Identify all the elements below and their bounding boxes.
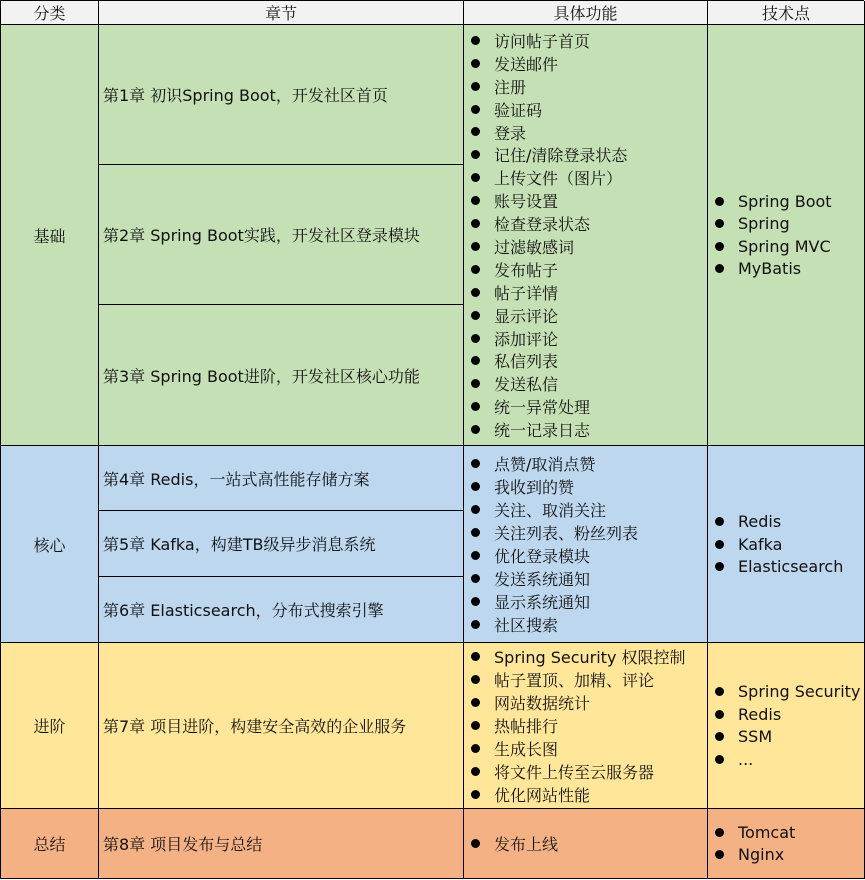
bullet-icon: [715, 850, 724, 859]
bullet-icon: [471, 105, 480, 114]
feature-item-label: 网站数据统计: [494, 694, 591, 714]
bullet-icon: [471, 311, 480, 320]
feature-item-label: 私信列表: [494, 352, 559, 372]
tech-advanced: [708, 643, 865, 809]
tech-item: [715, 190, 864, 213]
bullet-icon: [471, 379, 480, 388]
feature-item-label: 统一异常处理: [494, 398, 591, 418]
bullet-icon: [471, 574, 480, 583]
feature-item: [471, 645, 707, 668]
tech-item: [715, 510, 864, 533]
bullet-icon: [715, 517, 724, 526]
chapter-3: 第3章 Spring Boot进阶，开发社区核心功能: [99, 305, 464, 446]
feature-item-label: 发布帖子: [494, 260, 559, 280]
bullet-icon: [715, 732, 724, 741]
tech-item-label: Kafka: [738, 534, 783, 554]
bullet-icon: [471, 196, 480, 205]
bullet-icon: [471, 356, 480, 365]
header-chapter: 章节: [99, 1, 464, 25]
category-advanced: 进阶: [1, 643, 99, 809]
chapter-6: 第6章 Elasticsearch，分布式搜索引擎: [99, 577, 464, 643]
feature-item: [471, 235, 707, 258]
bullet-icon: [471, 482, 480, 491]
bullet-icon: [471, 402, 480, 411]
feature-item: [471, 544, 707, 567]
tech-item-label: Redis: [738, 704, 782, 724]
chapter-1: 第1章 初识Spring Boot，开发社区首页: [99, 25, 464, 165]
feature-item: [471, 521, 707, 544]
feature-item: [471, 475, 707, 498]
bullet-icon: [471, 219, 480, 228]
feature-item-label: 添加评论: [494, 329, 559, 349]
chapter-5: 第5章 Kafka，构建TB级异步消息系统: [99, 511, 464, 577]
feature-item: [471, 567, 707, 590]
tech-item-label: Spring: [738, 214, 790, 234]
bullet-icon: [471, 597, 480, 606]
feature-item-label: 优化登录模块: [494, 546, 591, 566]
feature-item-label: 上传文件（图片）: [494, 169, 623, 189]
feature-item-label: 登录: [494, 123, 527, 143]
feature-item: [471, 349, 707, 372]
feature-item: [471, 212, 707, 235]
feature-item: [471, 166, 707, 189]
feature-item-label: 将文件上传至云服务器: [494, 762, 655, 782]
tech-item: [715, 258, 864, 281]
bullet-icon: [471, 551, 480, 560]
bullet-icon: [715, 562, 724, 571]
bullet-icon: [471, 721, 480, 730]
bullet-icon: [471, 528, 480, 537]
feature-item: [471, 613, 707, 636]
feature-item-label: 访问帖子首页: [494, 31, 591, 51]
feature-item-label: 统一记录日志: [494, 421, 591, 441]
feature-item-label: 热帖排行: [494, 717, 559, 736]
tech-item: [715, 844, 864, 867]
bullet-icon: [715, 755, 724, 764]
bullet-icon: [715, 710, 724, 719]
feature-item: [471, 590, 707, 613]
tech-item-label: Spring MVC: [738, 236, 831, 256]
tech-item-label: Redis: [738, 511, 782, 531]
chapter-4: 第4章 Redis，一站式高性能存储方案: [99, 446, 464, 511]
chapter-2: 第2章 Spring Boot实践，开发社区登录模块: [99, 165, 464, 305]
tech-item: [715, 555, 864, 578]
feature-item-label: 关注、取消关注: [494, 501, 607, 521]
tech-item-label: Nginx: [738, 845, 785, 865]
bullet-icon: [715, 219, 724, 228]
feature-item-label: 社区搜索: [494, 615, 559, 635]
tech-item-label: Elasticsearch: [738, 557, 844, 577]
feature-item-label: 显示评论: [494, 306, 559, 326]
feature-item-label: 验证码: [494, 100, 543, 120]
feature-item-label: Spring Security 权限控制: [494, 648, 686, 668]
feature-item-label: 过滤敏感词: [494, 237, 575, 257]
feature-item: [471, 98, 707, 121]
feature-item: [471, 832, 707, 855]
feature-item: [471, 691, 707, 714]
feature-item: [471, 29, 707, 52]
tech-item-label: Spring Boot: [738, 191, 832, 211]
header-tech: 技术点: [708, 1, 865, 25]
feature-item-label: 优化网站性能: [494, 785, 591, 805]
bullet-icon: [471, 59, 480, 68]
category-core: 核心: [1, 446, 99, 643]
bullet-icon: [471, 459, 480, 468]
tech-item: [715, 703, 864, 726]
feature-item-label: 我收到的赞: [494, 478, 575, 498]
feature-item-label: 发布上线: [494, 835, 559, 854]
tech-item: [715, 212, 864, 235]
bullet-icon: [715, 242, 724, 251]
feature-item-label: 关注列表、粉丝列表: [494, 524, 639, 544]
feature-item: [471, 714, 707, 737]
header-category: 分类: [1, 1, 99, 25]
chapter-7: 第7章 项目进阶，构建安全高效的企业服务: [99, 643, 464, 809]
feature-item: [471, 737, 707, 760]
feature-item: [471, 668, 707, 691]
feature-item-label: 账号设置: [494, 192, 559, 212]
feature-item-label: 注册: [494, 77, 527, 97]
tech-item-label: Spring Security: [738, 682, 861, 702]
category-summary: 总结: [1, 809, 99, 879]
feature-item: [471, 121, 707, 144]
feature-item-label: 发送邮件: [494, 54, 559, 74]
feature-item-label: 发送系统通知: [494, 569, 591, 589]
bullet-icon: [471, 744, 480, 753]
feature-item: [471, 304, 707, 327]
features-summary: [464, 809, 708, 879]
bullet-icon: [471, 839, 480, 848]
bullet-icon: [715, 828, 724, 837]
category-basic: 基础: [1, 25, 99, 446]
bullet-icon: [471, 265, 480, 274]
bullet-icon: [715, 264, 724, 273]
feature-item: [471, 372, 707, 395]
feature-item: [471, 189, 707, 212]
tech-item-label: MyBatis: [738, 259, 802, 279]
feature-item-label: 发送私信: [494, 375, 559, 395]
bullet-icon: [471, 36, 480, 45]
tech-item-label: SSM: [738, 727, 773, 747]
tech-item-label: Tomcat: [738, 822, 796, 842]
feature-item-label: 点赞/取消点赞: [494, 455, 596, 475]
bullet-icon: [471, 173, 480, 182]
bullet-icon: [471, 790, 480, 799]
tech-basic: [708, 25, 865, 446]
tech-item: [715, 680, 864, 703]
tech-core: [708, 446, 865, 643]
feature-item-label: 显示系统通知: [494, 592, 591, 612]
bullet-icon: [715, 540, 724, 549]
feature-item-label: 生成长图: [494, 739, 559, 759]
feature-item: [471, 143, 707, 166]
feature-item-label: 帖子详情: [494, 283, 559, 303]
feature-item: [471, 783, 707, 806]
bullet-icon: [471, 127, 480, 136]
chapter-8: 第8章 项目发布与总结: [99, 809, 464, 879]
bullet-icon: [471, 150, 480, 159]
bullet-icon: [471, 242, 480, 251]
tech-item: [715, 821, 864, 844]
features-advanced: [464, 643, 708, 809]
feature-item: [471, 258, 707, 281]
bullet-icon: [471, 425, 480, 434]
bullet-icon: [471, 620, 480, 629]
feature-item: [471, 498, 707, 521]
bullet-icon: [471, 652, 480, 661]
bullet-icon: [471, 675, 480, 684]
feature-item-label: 检查登录状态: [494, 215, 591, 235]
feature-item: [471, 52, 707, 75]
tech-summary: [708, 809, 865, 879]
bullet-icon: [471, 334, 480, 343]
feature-item: [471, 327, 707, 350]
feature-item: [471, 281, 707, 304]
tech-item-label: ...: [738, 749, 754, 769]
features-basic: [464, 25, 708, 446]
tech-item: [715, 533, 864, 556]
bullet-icon: [715, 197, 724, 206]
bullet-icon: [471, 767, 480, 776]
feature-item-label: 记住/清除登录状态: [494, 146, 628, 166]
tech-item: [715, 726, 864, 749]
bullet-icon: [471, 288, 480, 297]
feature-item: [471, 760, 707, 783]
header-features: 具体功能: [464, 1, 708, 25]
bullet-icon: [471, 82, 480, 91]
feature-item-label: 帖子置顶、加精、评论: [494, 671, 655, 691]
bullet-icon: [471, 698, 480, 707]
feature-item: [471, 452, 707, 475]
bullet-icon: [715, 687, 724, 696]
tech-item: [715, 748, 864, 771]
bullet-icon: [471, 505, 480, 514]
feature-item: [471, 395, 707, 418]
features-core: [464, 446, 708, 643]
tech-item: [715, 235, 864, 258]
feature-item: [471, 418, 707, 441]
feature-item: [471, 75, 707, 98]
